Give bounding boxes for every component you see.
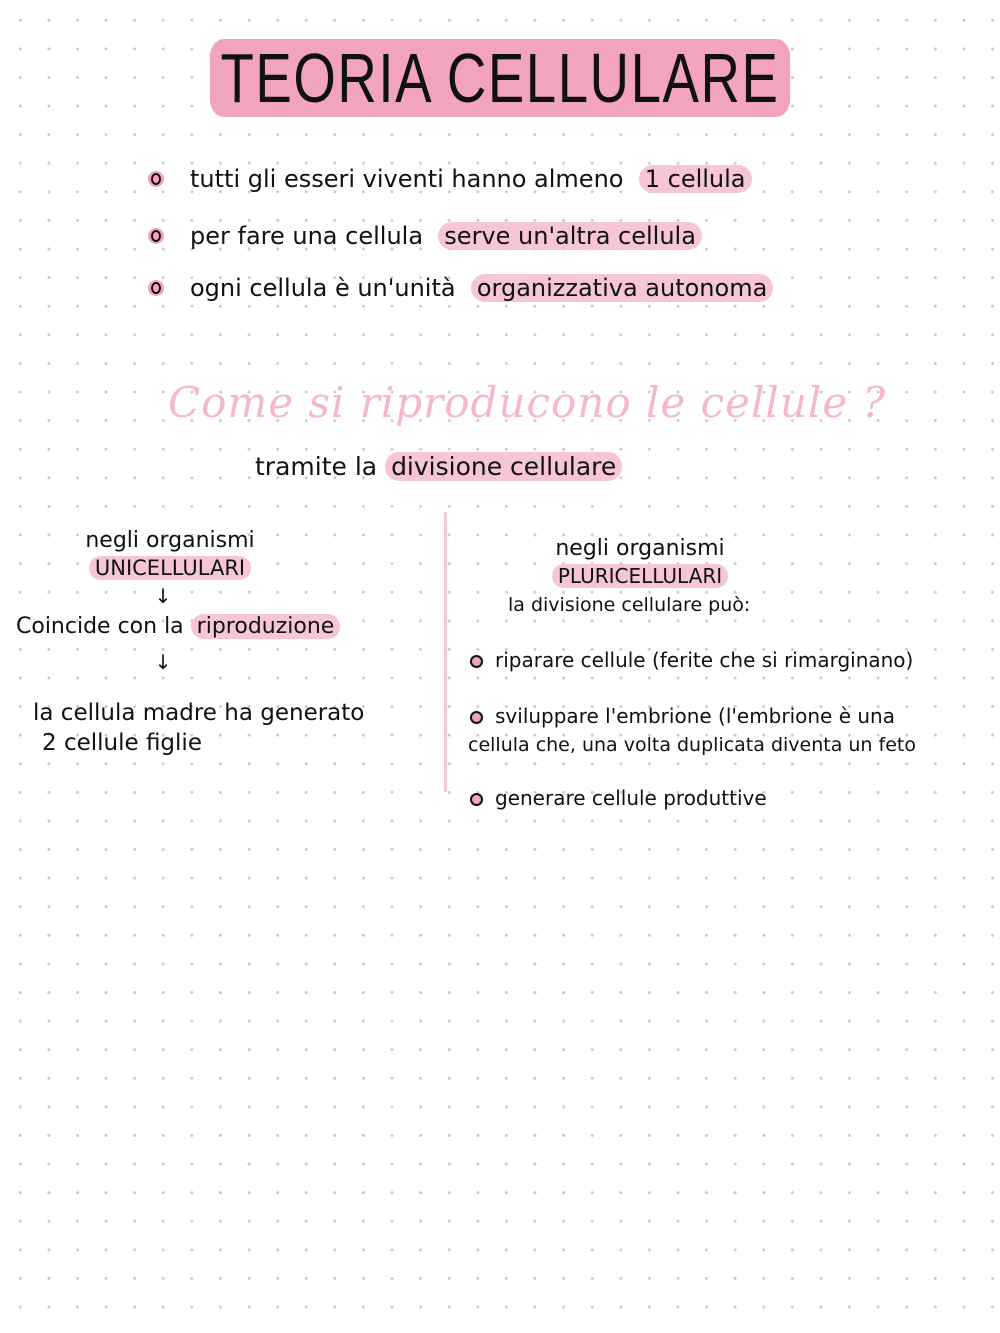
right-heading-highlight: PLURICELLULARI (552, 564, 728, 588)
bullet-dot-icon (148, 171, 164, 187)
page-title: TEORIA CELLULARE (110, 38, 890, 118)
section-answer (255, 452, 622, 481)
bullet-text: ogni cellula è un'unità (190, 274, 456, 302)
left-heading: negli organismi (85, 528, 255, 553)
left-result-line: 2 cellule figlie (42, 730, 202, 756)
bullet-dot-icon (148, 280, 164, 296)
right-list-item (470, 648, 913, 672)
bullet-dot-icon (470, 793, 483, 806)
right-item-text: riparare cellule (ferite che si rimarginano) (495, 648, 914, 672)
section-question: Come si riproducono le cellule ? (168, 378, 887, 427)
bullet-text: tutti gli esseri viventi hanno almeno (190, 165, 624, 193)
bullet-highlight: serve un'altra cellula (438, 222, 702, 250)
arrow-down-icon: ↓ (154, 650, 172, 674)
column-divider (444, 512, 447, 792)
right-intro: la divisione cellulare può: (508, 594, 751, 616)
bullet-dot-icon (148, 228, 164, 244)
left-coincide-text: Coincide con la (16, 614, 184, 639)
bullet-highlight: 1 cellula (639, 165, 752, 193)
left-coincide (16, 614, 340, 639)
bullet-text: per fare una cellula (190, 222, 424, 250)
bullet-item (148, 274, 773, 302)
bullet-dot-icon (470, 711, 483, 724)
bullet-item (148, 165, 752, 193)
right-list-item (470, 786, 767, 810)
bullet-highlight: organizzativa autonoma (471, 274, 773, 302)
arrow-down-icon: ↓ (154, 584, 172, 608)
right-heading-highlight-wrap (490, 564, 790, 588)
right-heading: negli organismi (555, 536, 725, 561)
right-item-text: sviluppare l'embrione (l'embrione è una (495, 704, 895, 728)
bullet-item (148, 222, 702, 250)
bullet-dot-icon (470, 655, 483, 668)
left-heading-highlight: UNICELLULARI (89, 556, 251, 580)
right-list-item (470, 704, 895, 728)
answer-text: tramite la (255, 452, 378, 481)
left-heading-highlight-wrap (20, 556, 320, 580)
left-coincide-highlight: riproduzione (191, 614, 341, 639)
answer-highlight: divisione cellulare (385, 452, 622, 481)
left-result-line: la cellula madre ha generato (33, 700, 365, 726)
right-item-text: generare cellule produttive (495, 786, 767, 810)
right-item-text-continuation: cellula che, una volta duplicata diventa un feto (468, 734, 916, 756)
